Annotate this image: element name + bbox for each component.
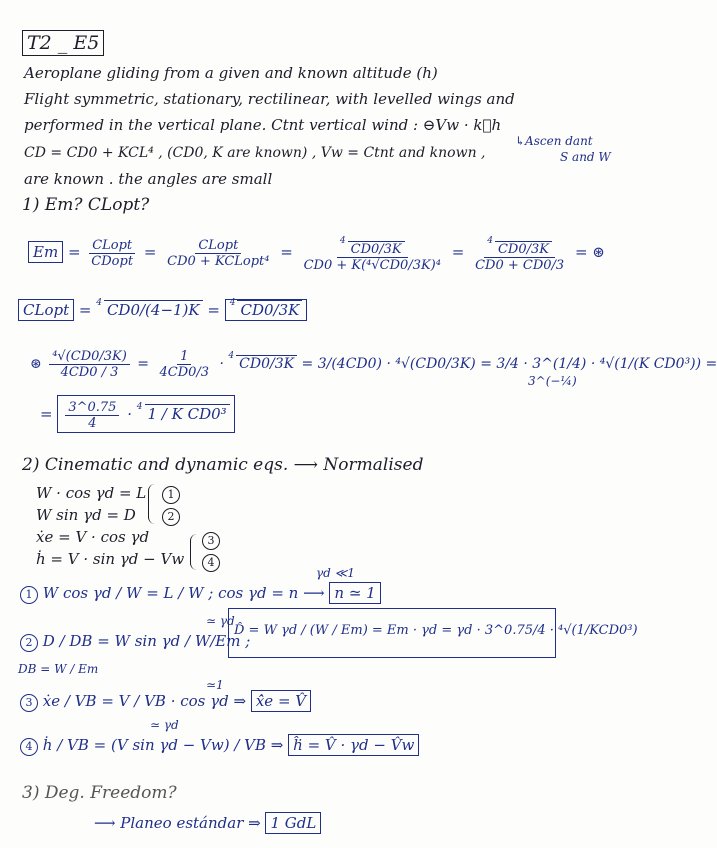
- r4-note: ≃ γd: [150, 718, 179, 732]
- eq-4: ḣ = V · sin γd − Vw: [36, 550, 185, 568]
- eq-4-number: 4: [202, 554, 220, 572]
- star-lhs-den: 4CD0 / 3: [60, 364, 119, 380]
- row-2-text: D / DB = W sin γd / W/Em ;: [42, 632, 251, 650]
- row-4: [20, 736, 419, 756]
- row-4-result: ĥ̇ = V̂ · γd − V̂w: [288, 734, 419, 756]
- statement-note-s-w: S and W: [560, 150, 611, 164]
- row-1-number: 1: [20, 586, 38, 604]
- clopt-root-2: CD0/3K: [237, 300, 302, 319]
- r2-note: ≃ γd: [206, 614, 235, 628]
- clopt-root-1: CD0/(4−1)K: [104, 300, 203, 319]
- row-2: [20, 632, 250, 652]
- frac1-num: CLopt: [89, 238, 135, 254]
- frac4-den: CD0 + CD0/3: [475, 257, 565, 273]
- statement-line-5: are known . the angles are small: [24, 170, 273, 188]
- frac4-num: CD0/3K: [495, 241, 552, 257]
- frac2-num: CLopt: [195, 238, 241, 254]
- page-title: T2 _ E5: [22, 30, 104, 56]
- star-2-root: CD0/3K: [236, 355, 297, 372]
- star-4: 3/4 · 3^(1/4) · ⁴√(1/(K CD0³)): [496, 356, 702, 372]
- star-note: 3^(−¼): [528, 374, 577, 388]
- star-3: 3/(4CD0) · ⁴√(CD0/3K): [317, 356, 476, 372]
- eq-2-number: 2: [162, 508, 180, 526]
- section-2-heading: 2) Cinematic and dynamic eqs. ⟶ Normalised: [22, 455, 424, 475]
- db-definition: DB = W / Em: [18, 662, 99, 676]
- star-2-den: 4CD0/3: [159, 364, 210, 380]
- row-1: [20, 584, 381, 604]
- row-4-number: 4: [20, 738, 38, 756]
- statement-line-1: Aeroplane gliding from a given and known altitude (h): [24, 64, 438, 82]
- em-result: = $\frac{3\^{}0.75}{4}$ · $^4$ 1 / K CD0³: [40, 392, 235, 436]
- statement-line-3: performed in the vertical plane. Ctnt vertical wind : ⊖Vw · k⃗h: [24, 116, 502, 134]
- section-3-line: [94, 814, 321, 832]
- row-2-number: 2: [20, 634, 38, 652]
- section-3-heading: 3) Deg. Freedom?: [22, 783, 177, 803]
- statement-note-ascendant: ↳Ascen dant: [515, 134, 593, 148]
- eq-2: W sin γd = D: [36, 506, 136, 524]
- row-2-result: D̂ = W γd / (W / Em) = Em · γd = γd · 3^0.75/4 · ⁴√(1/KCD0³): [234, 623, 638, 638]
- statement-line-2: Flight symmetric, stationary, rectilinear, with levelled wings and: [24, 90, 515, 108]
- frac3-num: CD0/3K: [348, 241, 405, 257]
- eq-3-number: 3: [202, 532, 220, 550]
- statement-line-4: CD = CD0 + KCL⁴ , (CD0, K are known) , Vw = Ctnt and known ,: [24, 145, 486, 161]
- frac1-den: CDopt: [91, 253, 134, 269]
- clopt-equation: CLopt = $^4$ CD0/(4−1)K = $^4$ CD0/3K: [18, 284, 307, 322]
- r3-note: ≃1: [206, 678, 224, 692]
- eq-1-number: 1: [162, 486, 180, 504]
- star-2-num: 1: [177, 349, 191, 365]
- eq-3: ẋe = V · cos γd: [36, 528, 150, 546]
- result-den: 4: [88, 415, 97, 431]
- row-3: [20, 692, 311, 712]
- row-4-text: ḣ / VB = (V sin γd − Vw) / VB ⇒: [42, 736, 284, 754]
- star-derivation: ⊛ $\frac{\text{⁴√(CD0/3K)}}{4CD0 / 3}$ = $\frac{1}{4CD0/3}$ · $^4$ CD0/3K = 3/(4CD0) · ⁴√(CD0/3K) = 3/4 · 3^(1/4) · ⁴√(1/(K CD0³)) =: [30, 348, 717, 380]
- row-3-result: x̂̇e = V̂: [251, 690, 311, 712]
- star-marker-2: ⊛: [30, 356, 42, 372]
- frac3-den: CD0 + K(⁴√CD0/3K)⁴: [303, 257, 441, 273]
- row-3-text: ẋe / VB = V / VB · cos γd ⇒: [42, 692, 247, 710]
- section-3-result: 1 GdL: [265, 812, 321, 834]
- frac2-den: CD0 + KCLopt⁴: [167, 253, 270, 269]
- star-marker: ⊛: [592, 243, 605, 261]
- section-3-text: ⟶ Planeo estándar ⇒: [94, 814, 261, 832]
- star-lhs-num: ⁴√(CD0/3K): [49, 349, 130, 365]
- clopt-label: CLopt: [18, 299, 74, 321]
- result-num: 3^0.75: [65, 400, 119, 416]
- r1-note: γd ≪1: [316, 566, 355, 580]
- result-root: 1 / K CD0³: [145, 404, 230, 423]
- section-1-heading: 1) Em? CLopt?: [22, 195, 150, 215]
- row-3-number: 3: [20, 694, 38, 712]
- row-1-result: n ≃ 1: [329, 582, 380, 604]
- em-label: Em: [28, 241, 63, 263]
- eq-1: W · cos γd = L: [36, 484, 147, 502]
- em-equation: Em = $\frac{\text{CLopt}}{\text{CDopt}}$ = $\frac{\text{CLopt}}{\text{CD0 + KCLopt⁴}}$ = $\frac{^4CD0/3K}{\text{CD0 + K(⁴√CD0/3K)⁴}}$ = $\frac{^4CD0/3K}{CD0 + CD0/3}$ = ⊛: [28, 232, 605, 272]
- row-1-text: W cos γd / W = L / W ; cos γd = n ⟶: [42, 584, 325, 602]
